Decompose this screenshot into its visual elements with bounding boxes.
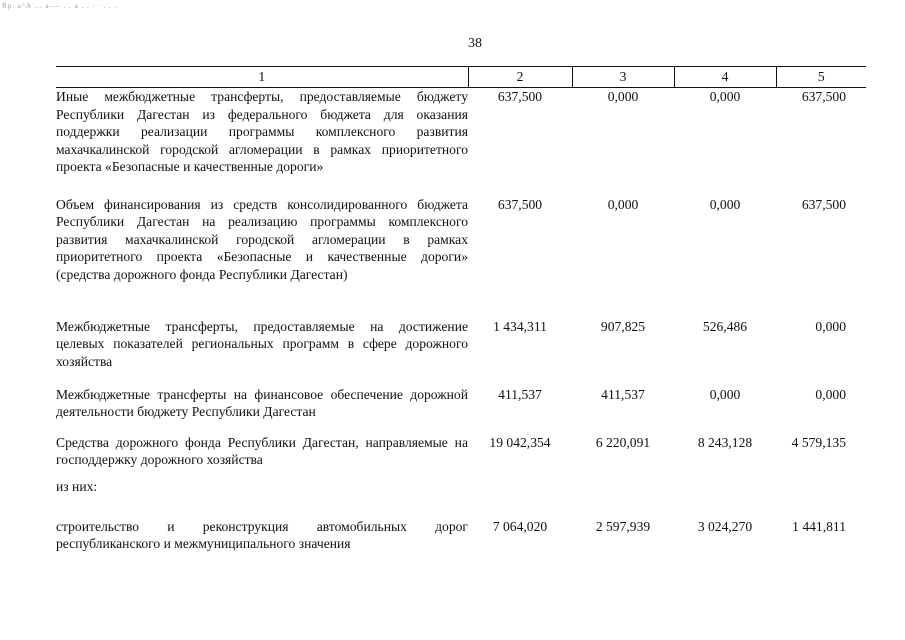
cell-value: 907,825 [600,318,646,334]
cell-value: 1 441,811 [792,518,846,534]
column-header: 4 [674,67,776,88]
table-row [56,434,866,478]
table-row [56,196,866,318]
cell-value: 637,500 [801,196,846,212]
cell-value: 0,000 [709,196,741,212]
row-description: Межбюджетные трансферты, предоставляемые на достижение целевых показателей региональных программ в сфере дорожного хозяйства [56,318,468,369]
column-header: 2 [468,67,572,88]
cell-value: 0,000 [815,318,846,334]
cell-value: 637,500 [497,196,543,212]
column-header-row [56,67,866,88]
scan-noise: Rp. a^A ... a-— . . a . . ∙ ∙ . . . [2,2,118,10]
budget-table [56,66,866,558]
cell-value: 19 042,354 [489,434,551,450]
cell-value: 411,537 [498,386,542,402]
row-description: Иные межбюджетные трансферты, предоставляемые бюджету Республики Дагестан из федерального бюджета для оказания поддержки реализации программы комплексного развития махачкалинской городской агломерации в рамках приоритетного проекта «Безопасные и качественные дороги» [56,89,468,174]
cell-value: 411,537 [601,386,645,402]
row-description: Объем финансирования из средств консолидированного бюджета Республики Дагестан на реализацию программы комплексного развития махачкалинской городской агломерации в рамках приоритетного проекта «Безопасные и качественные дороги» (средства дорожного фонда Республики Дагестан) [56,196,468,282]
cell-value: 1 434,311 [493,318,547,334]
table-row [56,318,866,386]
cell-value: 0,000 [709,386,741,402]
page-number: 38 [468,36,482,51]
cell-value: 3 024,270 [697,518,753,534]
column-header: 5 [776,67,866,88]
cell-value: 637,500 [497,89,543,104]
cell-value [468,478,572,518]
cell-value: 6 220,091 [595,434,651,450]
cell-value: 2 597,939 [595,518,651,534]
cell-value: 0,000 [607,89,639,104]
cell-value: 8 243,128 [697,434,753,450]
cell-value: 4 579,135 [791,434,846,450]
column-header: 1 [56,67,468,88]
cell-value: 526,486 [702,318,748,334]
cell-value: 637,500 [801,89,846,104]
row-description: из них: [56,478,98,494]
column-header: 3 [572,67,674,88]
row-description: Средства дорожного фонда Республики Дагестан, направляемые на господдержку дорожного хозяйства [56,434,468,467]
table-row [56,518,866,558]
row-description: Межбюджетные трансферты на финансовое обеспечение дорожной деятельности бюджету Республики Дагестан [56,386,468,419]
table-row [56,88,866,196]
cell-value [572,478,674,518]
cell-value [776,478,866,518]
cell-value: 0,000 [815,386,846,402]
table-row [56,478,866,518]
cell-value: 7 064,020 [492,518,548,534]
table-row [56,386,866,434]
cell-value [674,478,776,518]
cell-value: 0,000 [607,196,639,212]
row-description: строительство и реконструкция автомобильных дорог республиканского и межмуниципального значения [56,518,468,551]
cell-value: 0,000 [709,89,741,104]
